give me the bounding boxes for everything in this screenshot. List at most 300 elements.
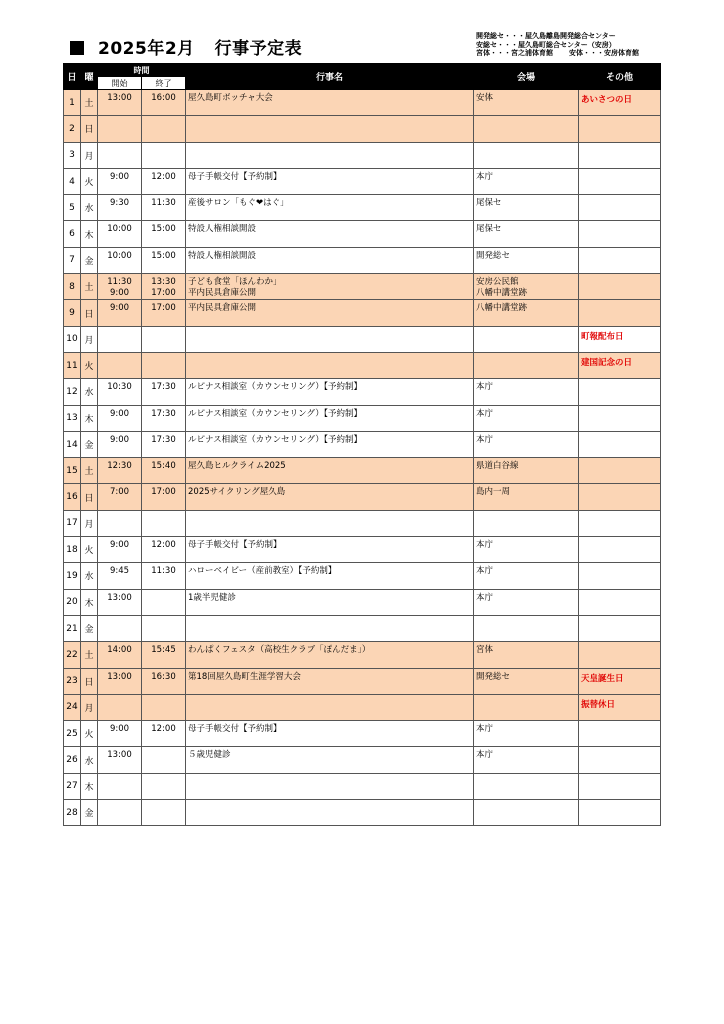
event-cell [186, 116, 474, 142]
other-cell [579, 274, 661, 300]
day-cell: 21 [64, 615, 81, 641]
table-row [64, 195, 661, 221]
start-time-cell [98, 90, 142, 116]
other-cell: あいさつの日 [579, 90, 661, 116]
event-cell [186, 458, 474, 484]
end-time-cell [142, 274, 186, 300]
event-text: ルピナス相談室（カウンセリング）【予約制】 [188, 434, 362, 445]
start-time-text: 9:00 [109, 303, 130, 314]
weekday-cell: 木 [81, 221, 98, 247]
event-cell [186, 405, 474, 431]
legend-line-2: 安総セ・・・屋久島町総合センター（安房） [476, 40, 616, 49]
venue-text: 尾保セ [476, 198, 502, 209]
end-time-text: 11:30 [151, 566, 176, 577]
other-cell [579, 116, 661, 142]
table-row [64, 90, 661, 116]
venue-text: 八幡中講堂跡 [476, 288, 528, 299]
table-row [64, 668, 661, 694]
start-time-cell [98, 484, 142, 510]
day-cell: 17 [64, 510, 81, 536]
day-cell: 18 [64, 537, 81, 563]
start-time-text: 9:00 [109, 288, 130, 299]
start-time-text: 9:00 [109, 540, 130, 551]
start-time-cell [98, 510, 142, 536]
end-time-cell [142, 379, 186, 405]
weekday-cell: 木 [81, 773, 98, 799]
event-text: 子ども食堂「ほんわか」 [188, 277, 282, 288]
venue-text: 八幡中講堂跡 [476, 303, 528, 314]
start-time-text: 9:00 [109, 724, 130, 735]
weekday-cell: 金 [81, 431, 98, 457]
end-time-text: 17:00 [151, 487, 176, 498]
day-cell: 23 [64, 668, 81, 694]
weekday-cell: 水 [81, 379, 98, 405]
venue-cell [474, 247, 579, 273]
day-cell: 12 [64, 379, 81, 405]
start-time-text: 14:00 [107, 645, 132, 656]
end-time-cell [142, 668, 186, 694]
event-text: 2025サイクリング屋久島 [188, 487, 286, 498]
end-time-text: 15:45 [151, 645, 176, 656]
venue-text: 本庁 [476, 750, 494, 761]
end-time-cell [142, 615, 186, 641]
end-time-cell [142, 195, 186, 221]
other-cell [579, 431, 661, 457]
event-cell [186, 747, 474, 773]
start-time-text: 9:00 [109, 408, 130, 419]
other-cell [579, 510, 661, 536]
venue-text: 県道白谷線 [476, 461, 519, 472]
day-cell: 7 [64, 247, 81, 273]
end-time-cell [142, 326, 186, 352]
end-time-cell [142, 563, 186, 589]
other-cell [579, 300, 661, 326]
event-text: 母子手帳交付【予約制】 [188, 171, 282, 182]
event-cell [186, 694, 474, 720]
venue-cell [474, 668, 579, 694]
schedule-table [63, 63, 661, 826]
venue-cell [474, 90, 579, 116]
venue-text: 本庁 [476, 171, 494, 182]
venue-cell [474, 168, 579, 194]
table-row [64, 615, 661, 641]
start-time-cell [98, 405, 142, 431]
table-row [64, 405, 661, 431]
event-text: ５歳児健診 [188, 750, 231, 761]
day-cell: 13 [64, 405, 81, 431]
venue-cell [474, 458, 579, 484]
event-cell [186, 90, 474, 116]
weekday-cell: 土 [81, 458, 98, 484]
venue-text: 島内一周 [476, 487, 511, 498]
venue-cell [474, 326, 579, 352]
event-text: 屋久島町ボッチャ大会 [188, 93, 273, 103]
other-cell [579, 221, 661, 247]
venue-cell [474, 116, 579, 142]
table-row [64, 247, 661, 273]
venue-text: 本庁 [476, 724, 494, 735]
weekday-cell: 金 [81, 800, 98, 826]
weekday-cell: 金 [81, 615, 98, 641]
start-time-cell [98, 747, 142, 773]
other-cell [579, 747, 661, 773]
weekday-cell: 水 [81, 195, 98, 221]
day-cell: 9 [64, 300, 81, 326]
venue-cell [474, 484, 579, 510]
end-time-cell [142, 352, 186, 378]
day-cell: 15 [64, 458, 81, 484]
start-time-cell [98, 168, 142, 194]
venue-cell [474, 221, 579, 247]
legend-line-3 [476, 49, 639, 58]
event-cell [186, 195, 474, 221]
day-cell: 16 [64, 484, 81, 510]
legend-line-3a: 宮体・・・宮之浦体育館 [476, 49, 553, 57]
venue-legend [476, 32, 639, 58]
start-time-cell [98, 221, 142, 247]
other-cell [579, 168, 661, 194]
event-text: 平内民具倉庫公開 [188, 303, 257, 314]
venue-cell [474, 431, 579, 457]
end-time-cell [142, 431, 186, 457]
end-time-text: 11:30 [151, 198, 176, 209]
weekday-cell: 水 [81, 563, 98, 589]
header-end: 終了 [142, 77, 186, 90]
event-text: 屋久島ヒルクライム2025 [188, 461, 286, 472]
event-text: 平内民具倉庫公開 [188, 288, 257, 299]
table-row [64, 510, 661, 536]
weekday-cell: 月 [81, 510, 98, 536]
start-time-text: 9:30 [109, 198, 130, 209]
table-row [64, 484, 661, 510]
event-cell [186, 773, 474, 799]
start-time-cell [98, 773, 142, 799]
header-other: その他 [579, 64, 661, 90]
event-cell [186, 300, 474, 326]
day-cell: 3 [64, 142, 81, 168]
venue-text: 安房公民館 [476, 277, 519, 288]
table-row [64, 116, 661, 142]
end-time-cell [142, 721, 186, 747]
table-row [64, 221, 661, 247]
legend-line-3b: 安体・・・安房体育館 [569, 49, 639, 57]
table-row [64, 721, 661, 747]
table-row [64, 458, 661, 484]
end-time-text: 12:00 [151, 171, 176, 182]
title-subtitle: 行事予定表 [214, 39, 303, 59]
event-cell [186, 142, 474, 168]
other-cell [579, 642, 661, 668]
weekday-cell: 日 [81, 484, 98, 510]
other-cell: 天皇誕生日 [579, 668, 661, 694]
table-row [64, 352, 661, 378]
venue-cell [474, 379, 579, 405]
day-cell: 4 [64, 168, 81, 194]
other-cell: 町報配布日 [579, 326, 661, 352]
venue-cell [474, 510, 579, 536]
event-text: ハローベイビー（産前教室）【予約制】 [188, 566, 337, 577]
day-cell: 19 [64, 563, 81, 589]
event-cell [186, 484, 474, 510]
event-cell [186, 537, 474, 563]
other-cell [579, 537, 661, 563]
day-cell: 24 [64, 694, 81, 720]
day-cell: 2 [64, 116, 81, 142]
end-time-text: 12:00 [151, 724, 176, 735]
page-title [70, 34, 302, 59]
venue-cell [474, 352, 579, 378]
event-cell [186, 615, 474, 641]
event-text: わんぱくフェスタ（高校生クラブ「ぽんだま」） [188, 645, 371, 656]
start-time-cell [98, 352, 142, 378]
event-text: 母子手帳交付【予約制】 [188, 724, 282, 735]
event-text: 特設人権相談開設 [188, 250, 257, 261]
weekday-cell: 火 [81, 721, 98, 747]
end-time-cell [142, 458, 186, 484]
legend-line-1: 開発総セ・・・屋久島離島開発総合センター [476, 32, 616, 40]
end-time-text: 13:30 [151, 277, 176, 288]
table-row [64, 563, 661, 589]
event-cell [186, 642, 474, 668]
other-cell [579, 195, 661, 221]
venue-cell [474, 747, 579, 773]
event-text: 1歳半児健診 [188, 592, 236, 603]
start-time-text: 9:45 [109, 566, 130, 577]
weekday-cell: 日 [81, 668, 98, 694]
event-text: 特設人権相談開設 [188, 224, 257, 235]
event-cell [186, 721, 474, 747]
start-time-cell [98, 537, 142, 563]
other-cell: 建国記念の日 [579, 352, 661, 378]
event-cell [186, 563, 474, 589]
end-time-text: 17:30 [151, 434, 176, 445]
end-time-cell [142, 484, 186, 510]
day-cell: 11 [64, 352, 81, 378]
venue-cell [474, 195, 579, 221]
day-cell: 10 [64, 326, 81, 352]
venue-text: 宮体 [476, 645, 494, 656]
day-cell: 28 [64, 800, 81, 826]
start-time-cell [98, 615, 142, 641]
venue-cell [474, 563, 579, 589]
table-row [64, 142, 661, 168]
start-time-text: 10:30 [107, 382, 132, 393]
end-time-text: 16:30 [151, 671, 176, 682]
start-time-text: 12:30 [107, 461, 132, 472]
venue-cell [474, 694, 579, 720]
weekday-cell: 月 [81, 326, 98, 352]
end-time-text: 17:00 [151, 303, 176, 314]
end-time-text: 15:00 [151, 250, 176, 261]
venue-text: 安体 [476, 93, 494, 103]
venue-cell [474, 721, 579, 747]
event-cell [186, 274, 474, 300]
day-cell: 20 [64, 589, 81, 615]
start-time-text: 13:00 [107, 750, 132, 761]
end-time-cell [142, 642, 186, 668]
other-cell [579, 379, 661, 405]
event-cell [186, 221, 474, 247]
other-cell [579, 247, 661, 273]
day-cell: 22 [64, 642, 81, 668]
start-time-text: 7:00 [109, 487, 130, 498]
event-text: ルピナス相談室（カウンセリング）【予約制】 [188, 382, 362, 393]
header-time: 時間 [98, 64, 186, 77]
other-cell [579, 484, 661, 510]
table-row [64, 589, 661, 615]
start-time-cell [98, 694, 142, 720]
end-time-cell [142, 405, 186, 431]
table-row [64, 747, 661, 773]
venue-text: 本庁 [476, 434, 494, 445]
end-time-cell [142, 300, 186, 326]
end-time-text: 17:30 [151, 382, 176, 393]
venue-cell [474, 800, 579, 826]
table-row [64, 168, 661, 194]
table-row [64, 379, 661, 405]
title-month: 2025年2月 [98, 39, 195, 59]
other-cell [579, 405, 661, 431]
end-time-text: 16:00 [151, 93, 176, 103]
event-text: 第18回屋久島町生涯学習大会 [188, 671, 301, 682]
day-cell: 25 [64, 721, 81, 747]
venue-cell [474, 589, 579, 615]
end-time-cell [142, 773, 186, 799]
start-time-cell [98, 458, 142, 484]
weekday-cell: 月 [81, 142, 98, 168]
venue-text: 開発総セ [476, 671, 511, 682]
end-time-text: 17:00 [151, 288, 176, 299]
weekday-cell: 月 [81, 694, 98, 720]
start-time-text: 13:00 [107, 592, 132, 603]
start-time-cell [98, 142, 142, 168]
start-time-text: 13:00 [107, 93, 132, 103]
start-time-cell [98, 247, 142, 273]
start-time-cell [98, 563, 142, 589]
header-dow: 曜 [81, 64, 98, 90]
event-text: 母子手帳交付【予約制】 [188, 540, 282, 551]
start-time-cell [98, 800, 142, 826]
header-venue: 会場 [474, 64, 579, 90]
event-cell [186, 800, 474, 826]
table-row [64, 431, 661, 457]
weekday-cell: 金 [81, 247, 98, 273]
day-cell: 27 [64, 773, 81, 799]
table-row [64, 773, 661, 799]
venue-cell [474, 300, 579, 326]
other-cell [579, 773, 661, 799]
start-time-text: 9:00 [109, 171, 130, 182]
end-time-cell [142, 90, 186, 116]
start-time-text: 13:00 [107, 671, 132, 682]
day-cell: 8 [64, 274, 81, 300]
weekday-cell: 火 [81, 537, 98, 563]
weekday-cell: 土 [81, 90, 98, 116]
other-cell [579, 721, 661, 747]
table-row [64, 537, 661, 563]
weekday-cell: 木 [81, 589, 98, 615]
venue-text: 本庁 [476, 382, 494, 393]
start-time-cell [98, 326, 142, 352]
end-time-text: 17:30 [151, 408, 176, 419]
start-time-cell [98, 668, 142, 694]
event-cell [186, 431, 474, 457]
header-day: 日 [64, 64, 81, 90]
schedule-rows [64, 90, 661, 826]
start-time-cell [98, 300, 142, 326]
end-time-text: 15:40 [151, 461, 176, 472]
table-row [64, 694, 661, 720]
other-cell [579, 458, 661, 484]
event-cell [186, 352, 474, 378]
weekday-cell: 日 [81, 116, 98, 142]
event-cell [186, 379, 474, 405]
other-cell [579, 142, 661, 168]
end-time-cell [142, 537, 186, 563]
venue-cell [474, 642, 579, 668]
start-time-text: 10:00 [107, 224, 132, 235]
end-time-text: 15:00 [151, 224, 176, 235]
event-text: 産後サロン「もぐ❤はぐ」 [188, 198, 289, 209]
end-time-cell [142, 694, 186, 720]
event-text: ルピナス相談室（カウンセリング）【予約制】 [188, 408, 362, 419]
table-row [64, 274, 661, 300]
end-time-cell [142, 800, 186, 826]
start-time-cell [98, 642, 142, 668]
end-time-cell [142, 247, 186, 273]
day-cell: 5 [64, 195, 81, 221]
venue-cell [474, 274, 579, 300]
start-time-cell [98, 379, 142, 405]
venue-text: 開発総セ [476, 250, 511, 261]
start-time-cell [98, 274, 142, 300]
event-cell [186, 168, 474, 194]
end-time-cell [142, 589, 186, 615]
venue-text: 尾保セ [476, 224, 502, 235]
venue-cell [474, 405, 579, 431]
venue-cell [474, 537, 579, 563]
day-cell: 6 [64, 221, 81, 247]
event-cell [186, 510, 474, 536]
day-cell: 1 [64, 90, 81, 116]
weekday-cell: 水 [81, 747, 98, 773]
other-cell [579, 563, 661, 589]
table-row [64, 642, 661, 668]
start-time-text: 10:00 [107, 250, 132, 261]
end-time-cell [142, 142, 186, 168]
start-time-cell [98, 589, 142, 615]
venue-text: 本庁 [476, 592, 494, 603]
start-time-cell [98, 431, 142, 457]
weekday-cell: 日 [81, 300, 98, 326]
end-time-cell [142, 168, 186, 194]
weekday-cell: 木 [81, 405, 98, 431]
end-time-cell [142, 510, 186, 536]
weekday-cell: 土 [81, 642, 98, 668]
other-cell [579, 589, 661, 615]
event-cell [186, 589, 474, 615]
start-time-cell [98, 116, 142, 142]
event-cell [186, 326, 474, 352]
header-start: 開始 [98, 77, 142, 90]
end-time-cell [142, 747, 186, 773]
end-time-text: 12:00 [151, 540, 176, 551]
other-cell: 振替休日 [579, 694, 661, 720]
event-cell [186, 247, 474, 273]
weekday-cell: 土 [81, 274, 98, 300]
table-row [64, 800, 661, 826]
start-time-cell [98, 721, 142, 747]
